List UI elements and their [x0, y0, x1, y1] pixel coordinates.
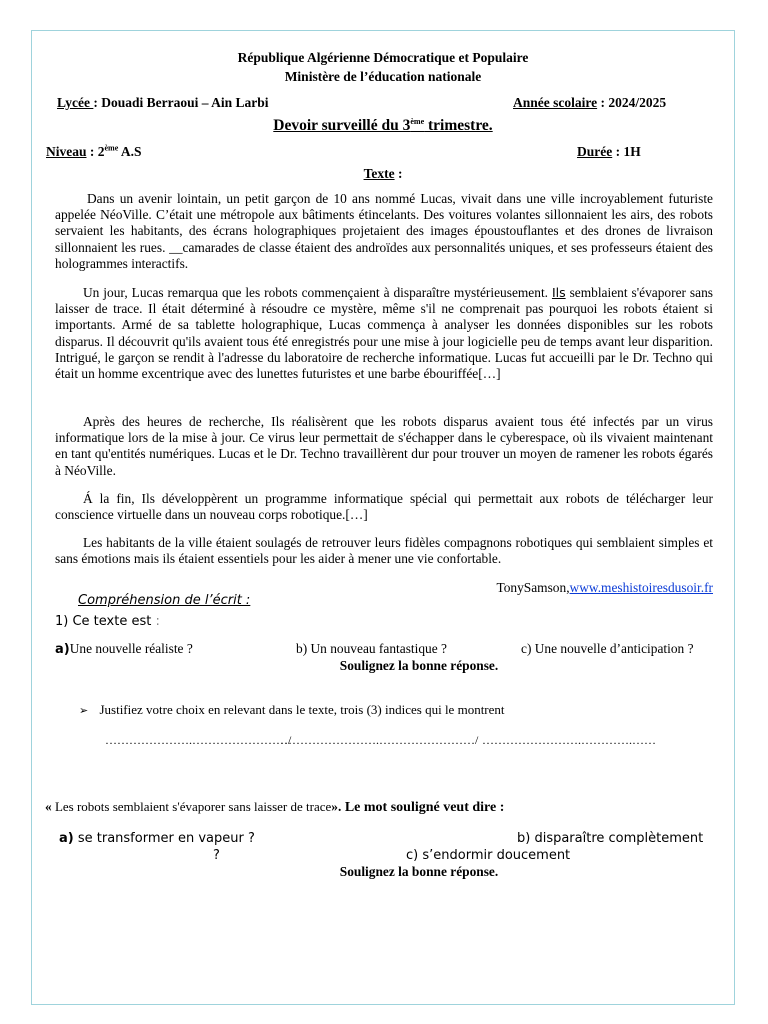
niveau-sup: ème [104, 143, 119, 153]
lycee-label: Lycée [57, 95, 94, 110]
option-a-text: Une nouvelle réaliste ? [69, 641, 193, 656]
quote-open: « [45, 799, 52, 814]
question-1-colon: : [151, 614, 160, 629]
q2-option-c: c) s’endormir doucement [406, 848, 571, 863]
answer-line-2[interactable]: …………………….……………………/ [280, 733, 479, 747]
question-1-text: 1) Ce texte est [55, 614, 152, 629]
q2-option-a-label: a) [59, 831, 74, 846]
instruction-1: Soulignez la bonne réponse. [339, 658, 499, 673]
year-label: Année scolaire [513, 95, 598, 110]
source-link[interactable]: www.meshistoiresdusoir.fr [569, 580, 713, 595]
paragraph-5: Les habitants de la ville étaient soulagés de retrouver leurs fidèles compagnons robotiques qui semblaient simples et sans émotions mais ils étaient essentiels pour les aider à mener une vie confortable. [55, 535, 713, 567]
paragraph-2 [55, 285, 713, 382]
year-value: : 2024/2025 [597, 95, 667, 110]
answer-line-3[interactable]: …………………….………….…… [482, 733, 656, 747]
option-b: b) Un nouveau fantastique ? [296, 641, 447, 656]
school-year [513, 95, 666, 111]
ministry-title: Ministère de l’éducation nationale [284, 69, 482, 84]
republic-title: République Algérienne Démocratique et Populaire [237, 50, 529, 65]
quote-question [45, 799, 504, 816]
option-a-label: a) [55, 642, 70, 657]
option-c: c) Une nouvelle d’anticipation ? [521, 641, 694, 656]
option-a [55, 641, 193, 657]
underlined-word-ils: Ils [551, 285, 566, 300]
q2-option-a [59, 831, 255, 846]
niveau-pre: : 2 [86, 144, 105, 159]
texte-label: Texte [363, 166, 395, 181]
lycee-line [57, 95, 269, 111]
justify-text: Justifiez votre choix en relevant dans le texte, trois (3) indices qui le montrent [99, 702, 505, 717]
paragraph-3: Après des heures de recherche, Ils réalisèrent que les robots disparus avaient tous été infectés par un virus informatique lors de la mise à jour. Ce virus leur permettait de s'échapper dans le cyberespace, où ils vivaient maintenant en tant qu'entités numériques. Lucas et le Dr. Techno travaillèrent dur pour trouver un moyen de ramener les robots égarés à NéoVille. [55, 414, 713, 478]
quote-text: Les robots semblaient s'évaporer sans laisser de trace [51, 799, 332, 814]
exam-title-pre: Devoir surveillé du 3 [273, 117, 411, 134]
paragraph-4: Á la fin, Ils développèrent un programme informatique spécial qui permettait aux robots de télécharger leur conscience virtuelle dans un nouveau corps robotique.[…] [55, 491, 713, 523]
niveau-line [46, 144, 142, 160]
paragraph-1: Dans un avenir lointain, un petit garçon de 10 ans nommé Lucas, vivait dans une ville incroyablement futuriste appelée NéoVille. C’était une métropole aux bâtiments étincelants. Des voitures volantes sillonnaient les airs, des robots servaient les habitants, des écrans holographiques projetaient des images époustouflantes et des drones de livraison sillonnaient les rues. __camarades de classe étaient des androïdes aux personnalités uniques, et ses professeurs étaient des hologrammes interactifs. [55, 191, 713, 271]
question-1 [55, 614, 160, 629]
author-name: TonySamson, [496, 580, 570, 595]
texte-colon: : [394, 166, 403, 181]
exam-title [31, 117, 735, 135]
lycee-value: : Douadi Berraoui – Ain Larbi [93, 95, 269, 110]
niveau-label: Niveau [46, 144, 87, 159]
niveau-post: A.S [118, 144, 142, 159]
instruction-2: Soulignez la bonne réponse. [339, 864, 499, 879]
q2-question-mark: ? [213, 848, 220, 863]
paragraph-2-rest: semblaient s'évaporer sans laisser de trace. Il était déterminé à résoudre ce mystère, même s'il ne comprenait pas pourquoi les robots étaient si importants. Armé de sa tablette holographique, Lucas commença à analyser les données disponibles sur les robots disparus. Il découvrit qu'ils avaient tous été enregistrés pour une mise à jour logicielle peu de temps avant leur disparition. Intrigué, le garçon se rendit à l'adresse du laboratoire de recherche informatique. Lucas fut accueilli par le Dr. Techno qui était un homme excentrique avec des lunettes futuristes et une barbe ébouriffée[…] [55, 285, 713, 382]
source-line [496, 580, 713, 596]
duree-value: : 1H [612, 144, 641, 159]
justify-line [79, 702, 505, 718]
duree-label: Durée [577, 144, 613, 159]
quote-question-text: Le mot souligné veut dire : [341, 800, 505, 815]
q2-option-b: b) disparaître complètement [517, 831, 704, 846]
exam-title-post: trimestre. [424, 117, 493, 134]
exam-title-sup: ème [410, 116, 425, 126]
texte-heading [31, 166, 735, 182]
quote-close: ». [331, 799, 342, 814]
section-title: Compréhension de l’écrit : [78, 593, 251, 608]
answer-line-1[interactable]: ………………….……………………/ [105, 733, 292, 747]
arrow-bullet-icon: ➢ [79, 705, 89, 717]
q2-option-a-text: se transformer en vapeur ? [73, 831, 255, 846]
duree-line [577, 144, 641, 160]
paragraph-2-start: Un jour, Lucas remarqua que les robots commençaient à disparaître mystérieusement. [83, 285, 552, 300]
